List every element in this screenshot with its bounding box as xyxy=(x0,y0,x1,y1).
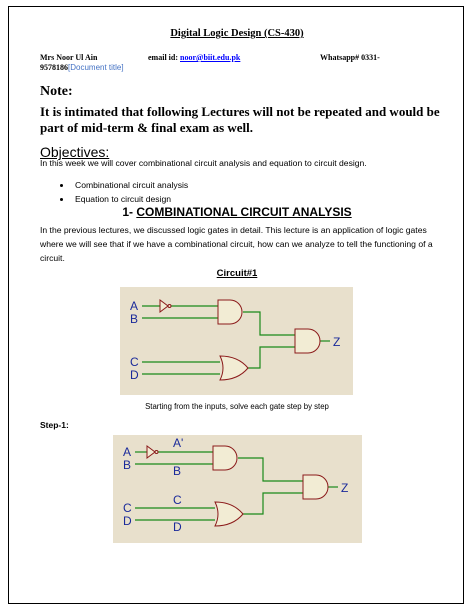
intermediate-label: A' xyxy=(173,436,184,450)
and-gate-icon xyxy=(213,446,237,470)
input-label: C xyxy=(123,501,132,515)
output-label: Z xyxy=(341,481,349,495)
email-link[interactable]: noor@biit.edu.pk xyxy=(180,53,241,62)
bullet-icon xyxy=(60,184,63,187)
whatsapp-continued: 9578186 xyxy=(40,63,68,72)
author-name: Mrs Noor Ul Ain xyxy=(40,53,98,62)
section-paragraph: In the previous lectures, we discussed logic gates in detail. This lecture is an application of logic gates where we will see that if we have a combinational circuit, how can we analyze to tell the functioning of a circuit. xyxy=(40,225,433,263)
bullet-icon xyxy=(60,198,63,201)
note-heading: Note: xyxy=(40,84,73,99)
circuit1-caption: Starting from the inputs, solve each gate step by step xyxy=(145,402,329,411)
list-item: Equation to circuit design xyxy=(60,192,188,206)
and-gate-icon xyxy=(218,300,242,324)
and-gate-icon xyxy=(295,329,320,353)
whatsapp-number: Whatsapp# 0331- xyxy=(320,53,380,62)
list-item: Combinational circuit analysis xyxy=(60,178,188,192)
input-label: A xyxy=(123,445,132,459)
objectives-list xyxy=(60,178,188,206)
objectives-intro: In this week we will cover combinational circuit analysis and equation to circuit design. xyxy=(40,158,367,168)
input-label: D xyxy=(130,368,139,382)
circuit1-label: Circuit#1 xyxy=(216,268,258,279)
objectives-heading: Objectives: xyxy=(40,144,110,160)
note-text: It is intimated that following Lectures will not be repeated and would be part of mid-term & final exam as well. xyxy=(40,104,440,135)
document-title-placeholder[interactable]: [Document title] xyxy=(68,63,124,72)
email-line xyxy=(148,53,240,62)
circuit1-diagram xyxy=(120,287,353,395)
step1-label: Step-1: xyxy=(40,420,69,430)
email-label: email id: xyxy=(148,53,178,62)
intermediate-label: C xyxy=(173,493,182,507)
and-gate-icon xyxy=(303,475,328,499)
input-label: C xyxy=(130,355,139,369)
whatsapp-line-2 xyxy=(40,63,124,72)
step1-diagram xyxy=(113,435,362,543)
document-header-title: Digital Logic Design (CS-430) xyxy=(170,28,304,39)
input-label: B xyxy=(130,312,139,326)
section-heading: 1- COMBINATIONAL CIRCUIT ANALYSIS xyxy=(122,205,352,219)
output-label: Z xyxy=(333,335,341,349)
intermediate-label: B xyxy=(173,464,182,478)
input-label: B xyxy=(123,458,132,472)
input-label: A xyxy=(130,299,139,313)
input-label: D xyxy=(123,514,132,528)
intermediate-label: D xyxy=(173,520,182,534)
